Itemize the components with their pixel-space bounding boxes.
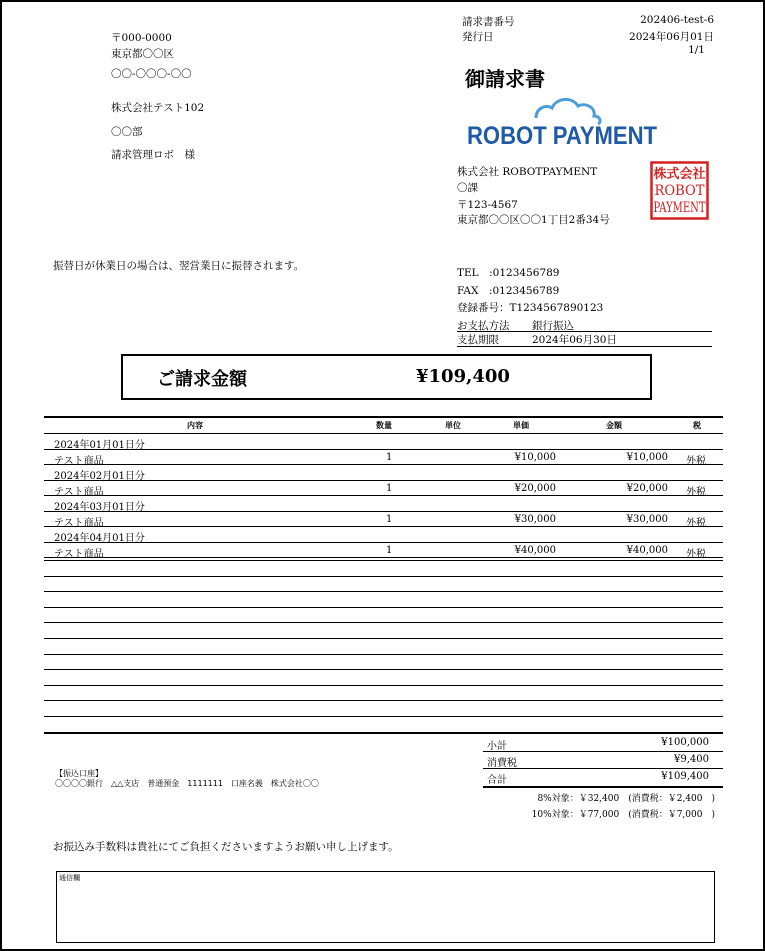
issuer-registration: 登録番号：T1234567890123 <box>457 302 604 314</box>
table-row-border <box>44 576 723 577</box>
bank-detail: 〇〇〇〇銀行 △△支店 普通預金 1111111 口座名義 株式会社〇〇 <box>55 779 319 788</box>
recipient-department: 〇〇部 <box>111 126 143 138</box>
table-row-border <box>44 560 723 561</box>
table-row-border <box>44 591 723 592</box>
divider <box>457 346 712 347</box>
line-item-name: テスト商品 <box>54 486 104 498</box>
amount-value: ¥109,400 <box>416 366 510 387</box>
line-item-tax: 外税 <box>686 486 706 498</box>
issuer-address: 東京都〇〇区〇〇1丁目2番34号 <box>457 214 610 226</box>
line-item-name: テスト商品 <box>54 548 104 560</box>
subtotal-label: 小計 <box>487 741 507 752</box>
total-value: ¥109,400 <box>661 771 709 782</box>
table-row-border <box>44 654 723 655</box>
fee-note: お振込み手数料は貴社にてご負担くださいますようお願い申し上げます。 <box>53 841 399 853</box>
totals-bottom-border <box>483 786 723 788</box>
table-row-border <box>44 526 723 527</box>
invoice-no: 202406-test-6 <box>640 14 714 26</box>
tax-label: 消費税 <box>487 758 517 769</box>
divider <box>483 768 723 769</box>
col-header-content: 内容 <box>187 421 203 430</box>
table-row-border <box>44 542 723 543</box>
table-row-border <box>44 495 723 496</box>
line-item-date: 2024年01月01日分 <box>54 440 145 451</box>
table-row-border <box>44 480 723 481</box>
table-header-border <box>44 433 723 434</box>
table-row-border <box>44 700 723 701</box>
table-row-border <box>44 607 723 608</box>
divider <box>483 751 723 752</box>
col-header-price: 単価 <box>513 421 529 430</box>
subtotal-value: ¥100,000 <box>661 737 709 748</box>
recipient-postal: 〒000-0000 <box>111 32 172 44</box>
table-row-border <box>44 685 723 686</box>
line-item-name: テスト商品 <box>54 455 104 467</box>
amount-label: ご請求金額 <box>157 369 247 390</box>
svg-text:ROBOT: ROBOT <box>654 183 706 199</box>
svg-text:株式会社: 株式会社 <box>653 167 706 182</box>
line-item-tax: 外税 <box>686 455 706 467</box>
line-item-price: ¥40,000 <box>514 544 556 556</box>
line-item-tax: 外税 <box>686 548 706 560</box>
col-header-qty: 数量 <box>376 421 392 430</box>
pay-method-label: お支払方法 <box>457 320 510 332</box>
memo-box <box>56 871 715 943</box>
table-bottom-border <box>44 733 723 734</box>
recipient-address1: 東京都〇〇区 <box>111 48 174 60</box>
issuer-fax: FAX :0123456789 <box>457 285 560 297</box>
page-number: 1/1 <box>688 44 705 56</box>
line-item-amount: ¥20,000 <box>626 482 668 494</box>
table-top-border <box>44 416 723 418</box>
col-header-tax: 税 <box>693 421 701 430</box>
line-item-price: ¥20,000 <box>514 482 556 494</box>
recipient-address2: 〇〇-〇〇〇-〇〇 <box>111 68 192 80</box>
line-item-qty: 1 <box>386 482 393 494</box>
table-row-border <box>44 622 723 623</box>
pay-method: 銀行振込 <box>532 320 574 332</box>
issue-date: 2024年06月01日 <box>629 31 714 43</box>
issuer-section: 〇課 <box>457 182 478 194</box>
line-item-date: 2024年03月01日分 <box>54 502 145 513</box>
memo-label: 通信欄 <box>59 874 80 882</box>
col-header-amount: 金額 <box>606 421 622 430</box>
tax-value: ¥9,400 <box>674 754 709 765</box>
line-item-amount: ¥10,000 <box>626 451 668 463</box>
line-item-qty: 1 <box>386 513 393 525</box>
transfer-note: 振替日が休業日の場合は、翌営業日に振替されます。 <box>53 260 305 272</box>
robot-payment-logo <box>466 96 658 148</box>
recipient-person: 請求管理ロボ 様 <box>111 149 195 161</box>
amount-box <box>121 354 652 400</box>
col-header-unit: 単位 <box>445 421 461 430</box>
line-item-amount: ¥30,000 <box>626 513 668 525</box>
total-label: 合計 <box>487 775 507 786</box>
table-row-border <box>44 511 723 512</box>
table-row-border <box>44 557 723 558</box>
line-item-name: テスト商品 <box>54 517 104 529</box>
table-row-border <box>44 449 723 450</box>
bank-label: 【振込口座】 <box>55 769 103 778</box>
line-item-tax: 外税 <box>686 517 706 529</box>
line-item-amount: ¥40,000 <box>626 544 668 556</box>
line-item-date: 2024年04月01日分 <box>54 533 145 544</box>
due-date: 2024年06月30日 <box>532 334 617 346</box>
svg-text:PAYMENT: PAYMENT <box>653 200 706 216</box>
table-row-border <box>44 464 723 465</box>
svg-text:ROBOT PAYMENT: ROBOT PAYMENT <box>467 122 657 150</box>
line-item-date: 2024年02月01日分 <box>54 471 145 482</box>
line-item-price: ¥10,000 <box>514 451 556 463</box>
issue-date-label: 発行日 <box>462 31 494 43</box>
line-item-qty: 1 <box>386 544 393 556</box>
table-row-border <box>44 716 723 717</box>
tax-breakdown-8: 8%対象：￥32,400 (消費税：￥2,400 ) <box>537 794 715 804</box>
due-label: 支払期限 <box>457 334 499 346</box>
invoice-no-label: 請求書番号 <box>462 16 515 28</box>
company-seal <box>650 161 709 220</box>
table-row-border <box>44 669 723 670</box>
table-row-border <box>44 638 723 639</box>
issuer-tel: TEL :0123456789 <box>457 267 560 279</box>
recipient-company: 株式会社テスト102 <box>111 102 205 114</box>
issuer-company: 株式会社 ROBOTPAYMENT <box>457 166 598 178</box>
issuer-postal: 〒123-4567 <box>457 199 518 211</box>
line-item-price: ¥30,000 <box>514 513 556 525</box>
line-item-qty: 1 <box>386 451 393 463</box>
tax-breakdown-10: 10%対象：￥77,000 (消費税：￥7,000 ) <box>531 810 715 820</box>
document-title: 御請求書 <box>465 67 545 91</box>
